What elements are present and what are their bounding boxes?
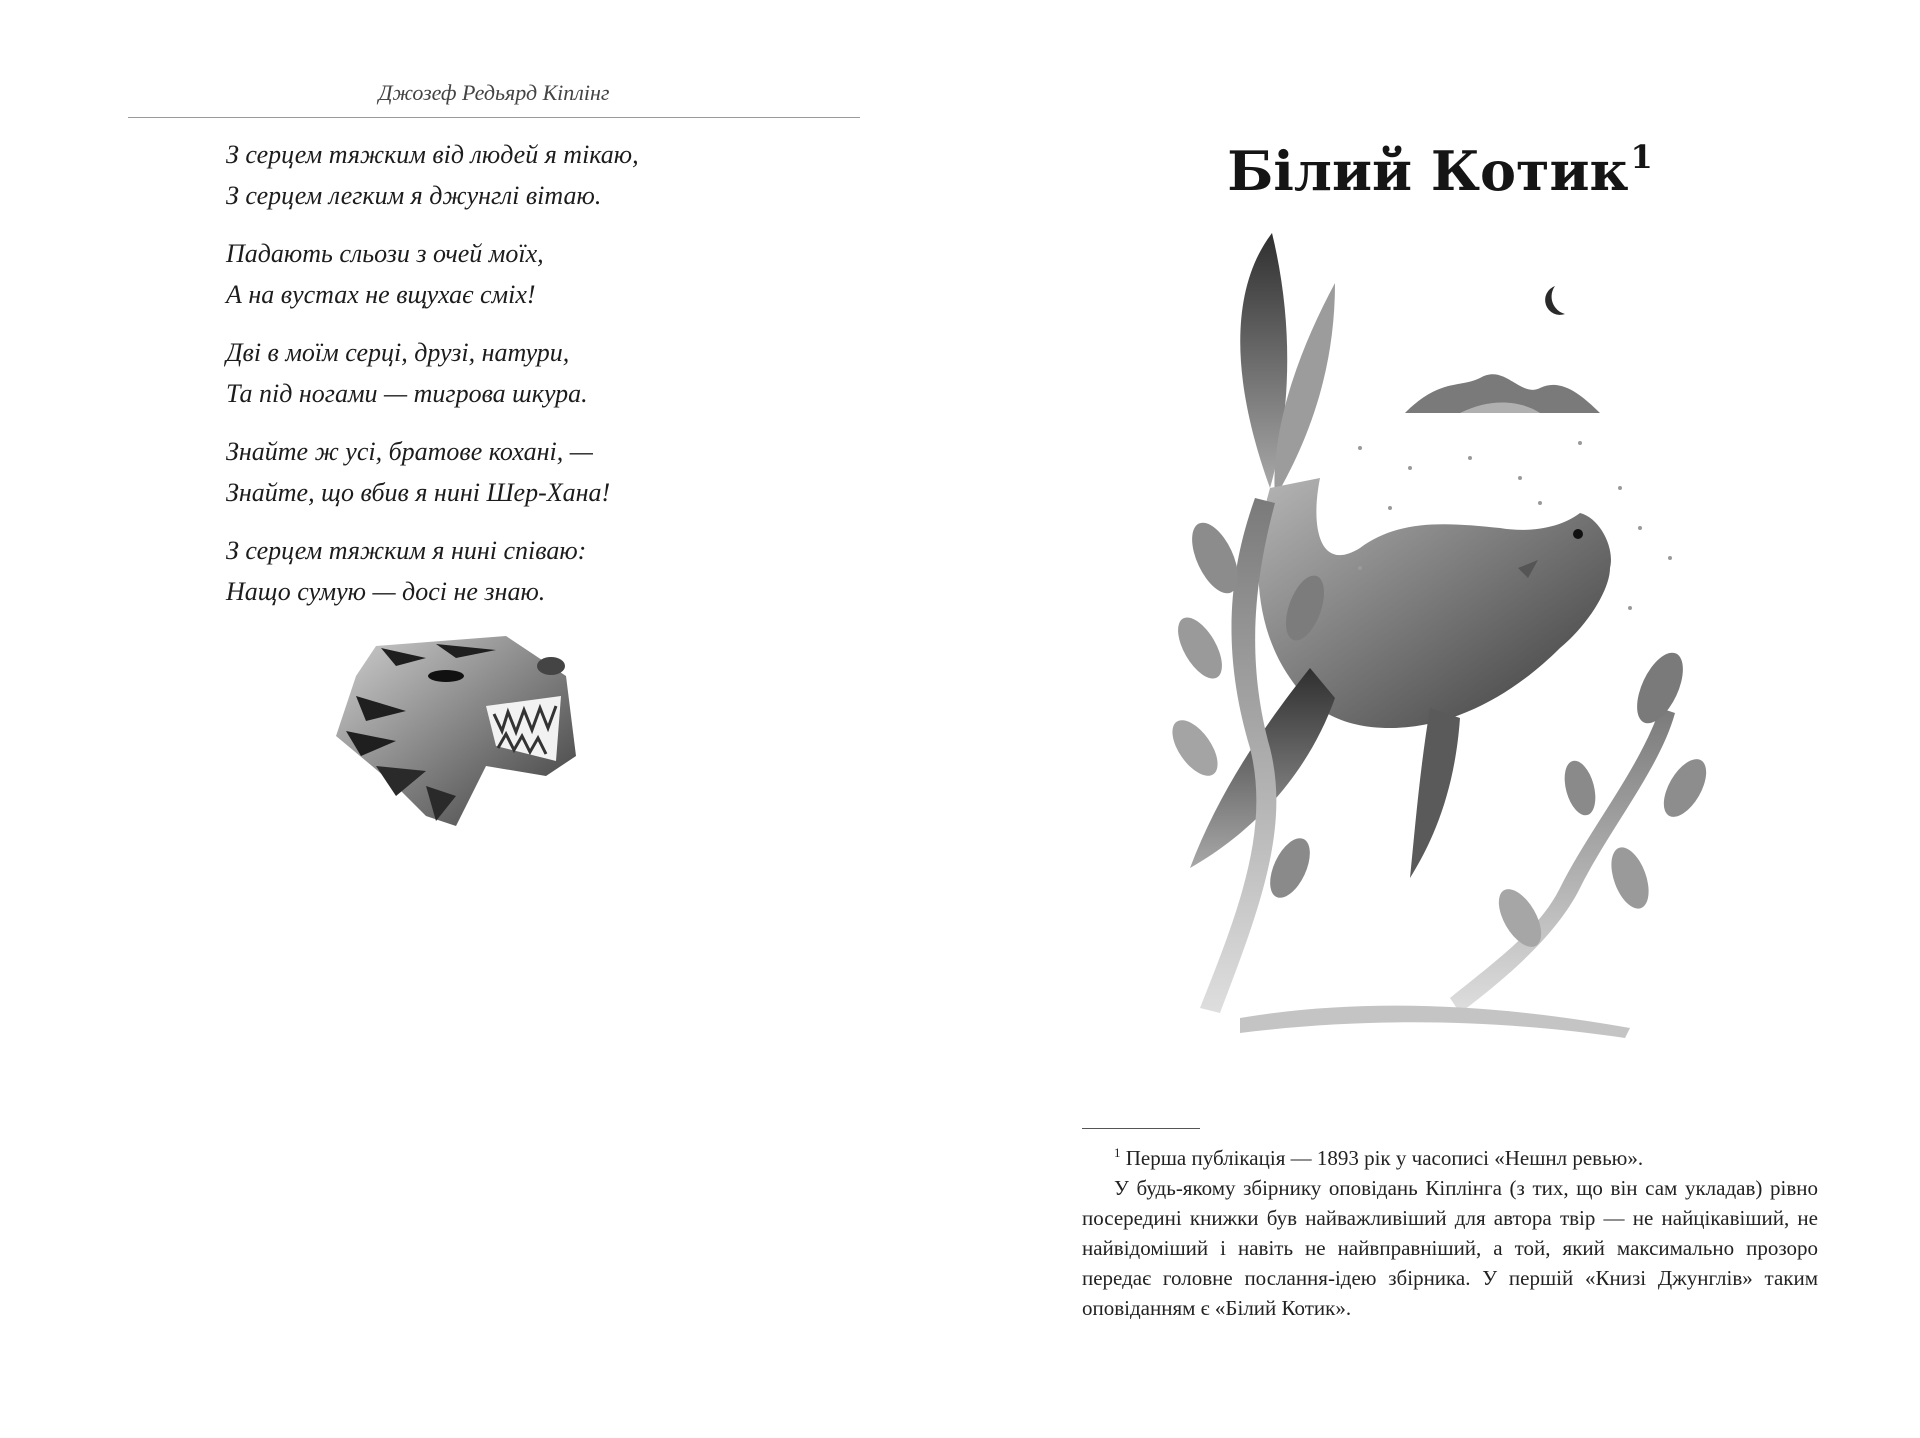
poem-line: Та під ногами — тигрова шкура. [226,379,588,408]
poem-line: Знайте ж усі, братове кохані, — [226,437,593,466]
header-rule [128,117,860,118]
footnote [1082,1138,1818,1323]
poem-line: Дві в моїм серці, друзі, натури, [226,338,570,367]
footnote-body: У будь-якому збірнику оповідань Кіплінга (з тих, що він сам укладав) рівно посередині книжки був найважливіший для автора твір — не найцікавіший, не найвідоміший і навіть не найвправніший, а той, який максимально прозоро передає головне послання-ідею збірника. У першій «Книзі Джунглів» таким оповіданням є «Білий Котик». [1082,1176,1818,1320]
footnote-mark: 1 [1114,1145,1121,1160]
white-seal-illustration [1160,228,1720,1058]
footnote-first-line [1082,1138,1818,1173]
poem-line: Нащо сумую — досі не знаю. [226,577,546,606]
tiger-head-illustration [336,636,576,826]
poem-line: А на вустах не вщухає сміх! [226,280,536,309]
poem-line: З серцем тяжким я нині співаю: [226,536,587,565]
footnote-rule [1082,1128,1200,1129]
poem-line: Падають сльози з очей моїх, [226,239,544,268]
right-page [960,0,1920,1438]
chapter-title [960,138,1920,203]
poem-line: З серцем тяжким від людей я тікаю, [226,140,639,169]
poem-stanza [226,431,826,513]
chapter-title-text: Білий Котик [1227,139,1629,203]
moon-shape [1545,286,1565,315]
footnote-reference: 1 [1630,138,1653,176]
poem-stanza [226,134,826,216]
seaweed-right [1450,708,1675,1013]
poem-stanza [226,332,826,414]
poem [226,134,826,629]
poem-stanza [226,233,826,315]
footnote-text: Перша публікація — 1893 рік у часописі «Нешнл ревью». [1125,1146,1644,1170]
poem-line: Знайте, що вбив я нині Шер-Хана! [226,478,611,507]
running-head: Джозеф Редьярд Кіплінг [378,80,610,105]
seal-back-flipper [1410,708,1460,878]
poem-line: З серцем легким я джунглі вітаю. [226,181,602,210]
poem-stanza [226,530,826,612]
